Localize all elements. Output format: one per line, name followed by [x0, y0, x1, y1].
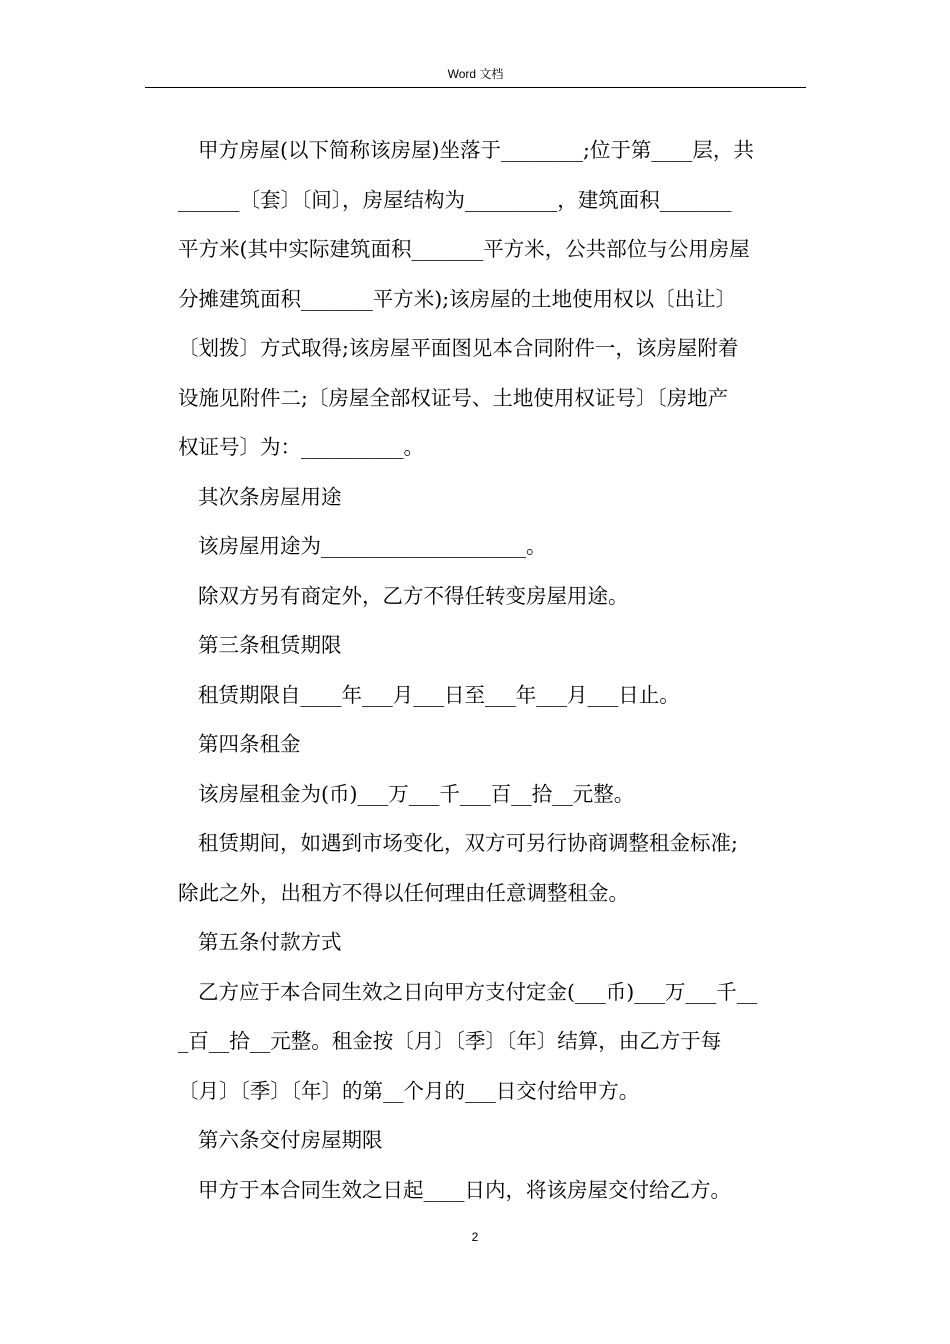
paragraph-line: 〔月〕〔季〕〔年〕的第__个月的___日交付给甲方。	[178, 1078, 640, 1103]
paragraph-line: 除双方另有商定外，乙方不得任转变房屋用途。	[198, 583, 629, 608]
page-number: 2	[471, 1230, 479, 1244]
paragraph-line: 权证号〕为：__________。	[178, 435, 424, 459]
paragraph-line: 〔划拨〕方式取得;该房屋平面图见本合同附件一，该房屋附着	[178, 336, 739, 360]
section-heading: 第四条租金	[198, 732, 301, 756]
section-heading: 第三条租赁期限	[198, 633, 342, 657]
paragraph-line: 该房屋租金为(币)___万___千___百__拾__元整。	[198, 781, 635, 806]
paragraph-line: 除此之外，出租方不得以任何理由任意调整租金。	[178, 880, 629, 905]
document-body	[178, 126, 818, 1215]
paragraph-line: 平方米(其中实际建筑面积_______平方米，公共部位与公用房屋	[178, 237, 750, 261]
header-rule	[145, 87, 806, 88]
section-heading: 其次条房屋用途	[198, 484, 342, 509]
paragraph-line: 甲方房屋(以下简称该房屋)坐落于________;位于第____层，共	[198, 138, 754, 162]
paragraph-line: ______〔套〕〔间〕，房屋结构为_________，建筑面积_______	[178, 187, 732, 212]
section-heading: 第六条交付房屋期限	[198, 1128, 383, 1152]
paragraph-line: 租赁期限自____年___月___日至___年___月___日止。	[198, 682, 680, 707]
paragraph-line: 分摊建筑面积_______平方米);该房屋的土地使用权以〔出让〕	[178, 286, 737, 311]
section-heading: 第五条付款方式	[198, 930, 342, 954]
paragraph-line: 该房屋用途为____________________。	[198, 534, 547, 558]
page-header: Word 文档	[447, 67, 504, 81]
paragraph-line: _百__拾__元整。租金按〔月〕〔季〕〔年〕结算，由乙方于每	[178, 1029, 722, 1053]
paragraph-line: 甲方于本合同生效之日起____日内，将该房屋交付给乙方。	[198, 1177, 731, 1202]
paragraph-line: 设施见附件二;〔房屋全部权证号、土地使用权证号〕〔房地产	[178, 385, 729, 410]
paragraph-line: 乙方应于本合同生效之日向甲方支付定金(___币)___万___千__	[198, 979, 758, 1004]
paragraph-line: 租赁期间，如遇到市场变化，双方可另行协商调整租金标准;	[198, 831, 738, 855]
